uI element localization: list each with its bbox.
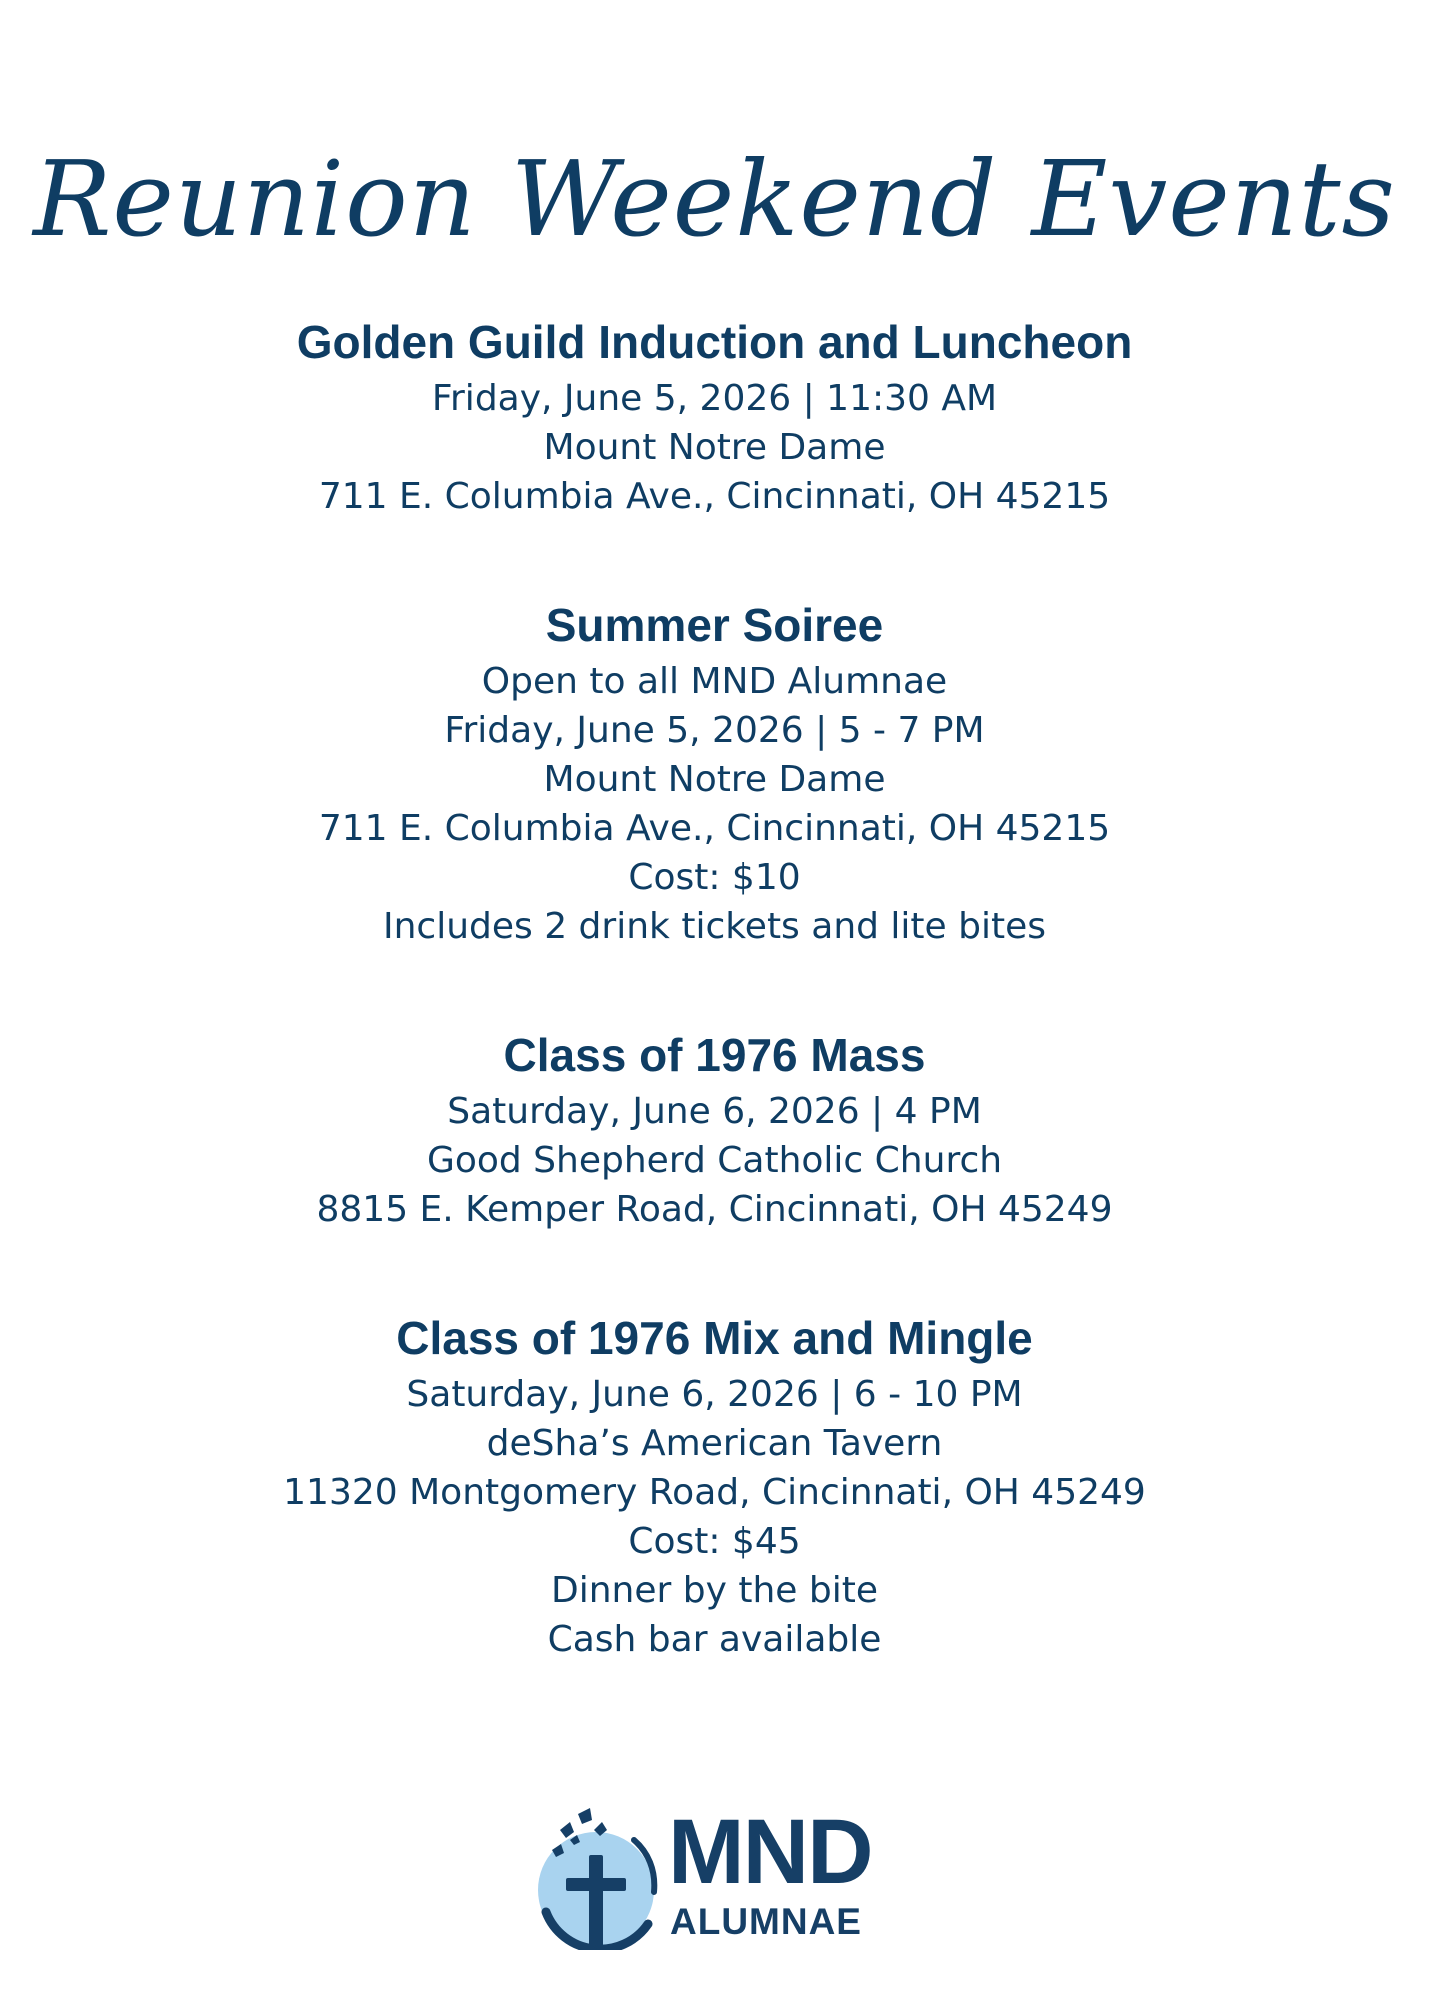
event-cost: Cost: $10 [628,857,801,898]
event-datetime: Friday, June 5, 2026 | 11:30 AM [431,378,998,419]
event-list [0,310,1429,1736]
page-title: Reunion Weekend Events [33,137,1396,260]
event-golden-guild [0,310,1429,521]
event-title: Golden Guild Induction and Luncheon [296,316,1133,368]
event-venue: Mount Notre Dame [543,759,886,800]
event-note: Cash bar available [547,1619,882,1660]
event-venue: deSha’s American Tavern [486,1423,943,1464]
event-title: Class of 1976 Mix and Mingle [396,1312,1033,1364]
event-title: Class of 1976 Mass [503,1029,926,1081]
mnd-alumnae-logo [530,1800,910,1950]
event-title: Summer Soiree [545,599,884,651]
event-venue: Good Shepherd Catholic Church [426,1140,1003,1181]
logo-subtitle: ALUMNAE [670,1901,862,1942]
event-datetime: Friday, June 5, 2026 | 5 - 7 PM [444,710,985,751]
event-summer-soiree [0,593,1429,951]
event-address: 11320 Montgomery Road, Cincinnati, OH 45249 [283,1472,1146,1513]
event-note: Dinner by the bite [551,1570,878,1611]
event-mix-and-mingle [0,1306,1429,1664]
logo-wordmark: MND [668,1801,872,1903]
event-note: Includes 2 drink tickets and lite bites [382,906,1047,947]
event-address: 711 E. Columbia Ave., Cincinnati, OH 45215 [318,476,1111,517]
event-address: 8815 E. Kemper Road, Cincinnati, OH 45249 [316,1189,1113,1230]
event-datetime: Saturday, June 6, 2026 | 4 PM [447,1091,982,1132]
cross-emblem-icon [530,1800,666,1950]
event-cost: Cost: $45 [628,1521,801,1562]
event-venue: Mount Notre Dame [543,427,886,468]
event-address: 711 E. Columbia Ave., Cincinnati, OH 45215 [318,808,1111,849]
event-audience: Open to all MND Alumnae [481,661,948,702]
event-datetime: Saturday, June 6, 2026 | 6 - 10 PM [406,1374,1023,1415]
event-class-mass [0,1023,1429,1234]
